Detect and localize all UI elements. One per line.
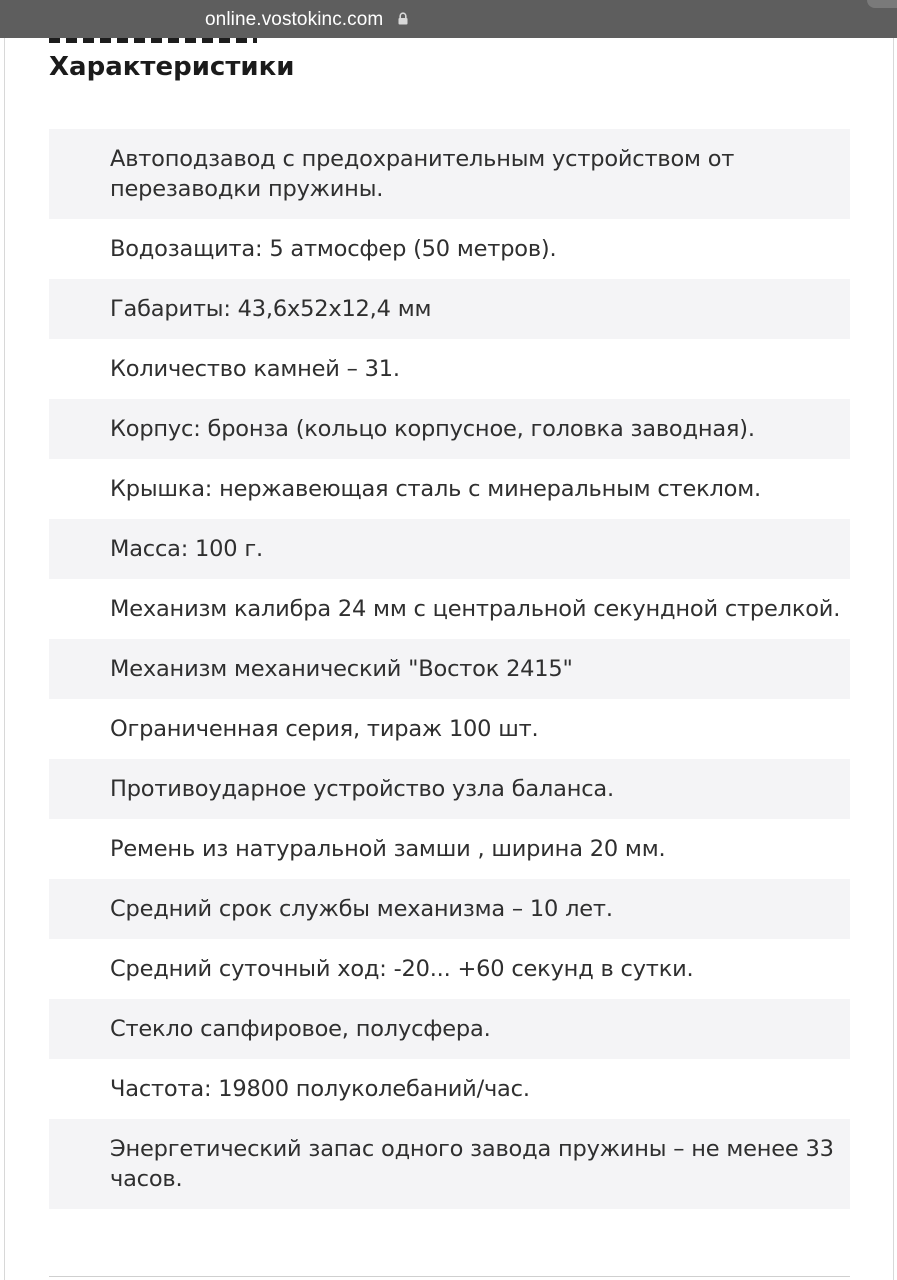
section-title: Характеристики xyxy=(49,52,295,82)
page-right-border xyxy=(893,38,894,1280)
page-left-border xyxy=(4,38,5,1280)
spec-row: Корпус: бронза (кольцо корпусное, головка заводная). xyxy=(49,399,850,459)
spec-row: Масса: 100 г. xyxy=(49,519,850,579)
spec-row: Ограниченная серия, тираж 100 шт. xyxy=(110,716,539,742)
browser-corner-decoration xyxy=(867,0,897,8)
spec-list xyxy=(49,129,850,1209)
spec-row: Частота: 19800 полуколебаний/час. xyxy=(110,1076,530,1102)
spec-row: Крышка: нержавеющая сталь с минеральным стеклом. xyxy=(110,476,761,502)
tab-underline-dashes xyxy=(49,38,257,43)
bottom-divider xyxy=(49,1276,850,1277)
browser-address-bar[interactable] xyxy=(0,0,897,38)
spec-row: Противоударное устройство узла баланса. xyxy=(49,759,850,819)
spec-row: Энергетический запас одного завода пружины – не менее 33 часов. xyxy=(49,1119,850,1209)
spec-row: Средний срок службы механизма – 10 лет. xyxy=(49,879,850,939)
spec-row: Ремень из натуральной замши , ширина 20 мм. xyxy=(110,836,666,862)
spec-row: Механизм калибра 24 мм с центральной секундной стрелкой. xyxy=(110,596,841,622)
url-text[interactable]: online.vostokinc.com xyxy=(205,9,384,30)
spec-row: Габариты: 43,6х52х12,4 мм xyxy=(49,279,850,339)
spec-row: Водозащита: 5 атмосфер (50 метров). xyxy=(110,236,557,262)
spec-row: Средний суточный ход: -20... +60 секунд в сутки. xyxy=(110,956,694,982)
spec-row: Механизм механический "Восток 2415" xyxy=(49,639,850,699)
spec-row: Автоподзавод с предохранительным устройством от перезаводки пружины. xyxy=(49,129,850,219)
lock-icon xyxy=(398,12,408,25)
spec-row: Количество камней – 31. xyxy=(110,356,400,382)
spec-row: Стекло сапфировое, полусфера. xyxy=(49,999,850,1059)
